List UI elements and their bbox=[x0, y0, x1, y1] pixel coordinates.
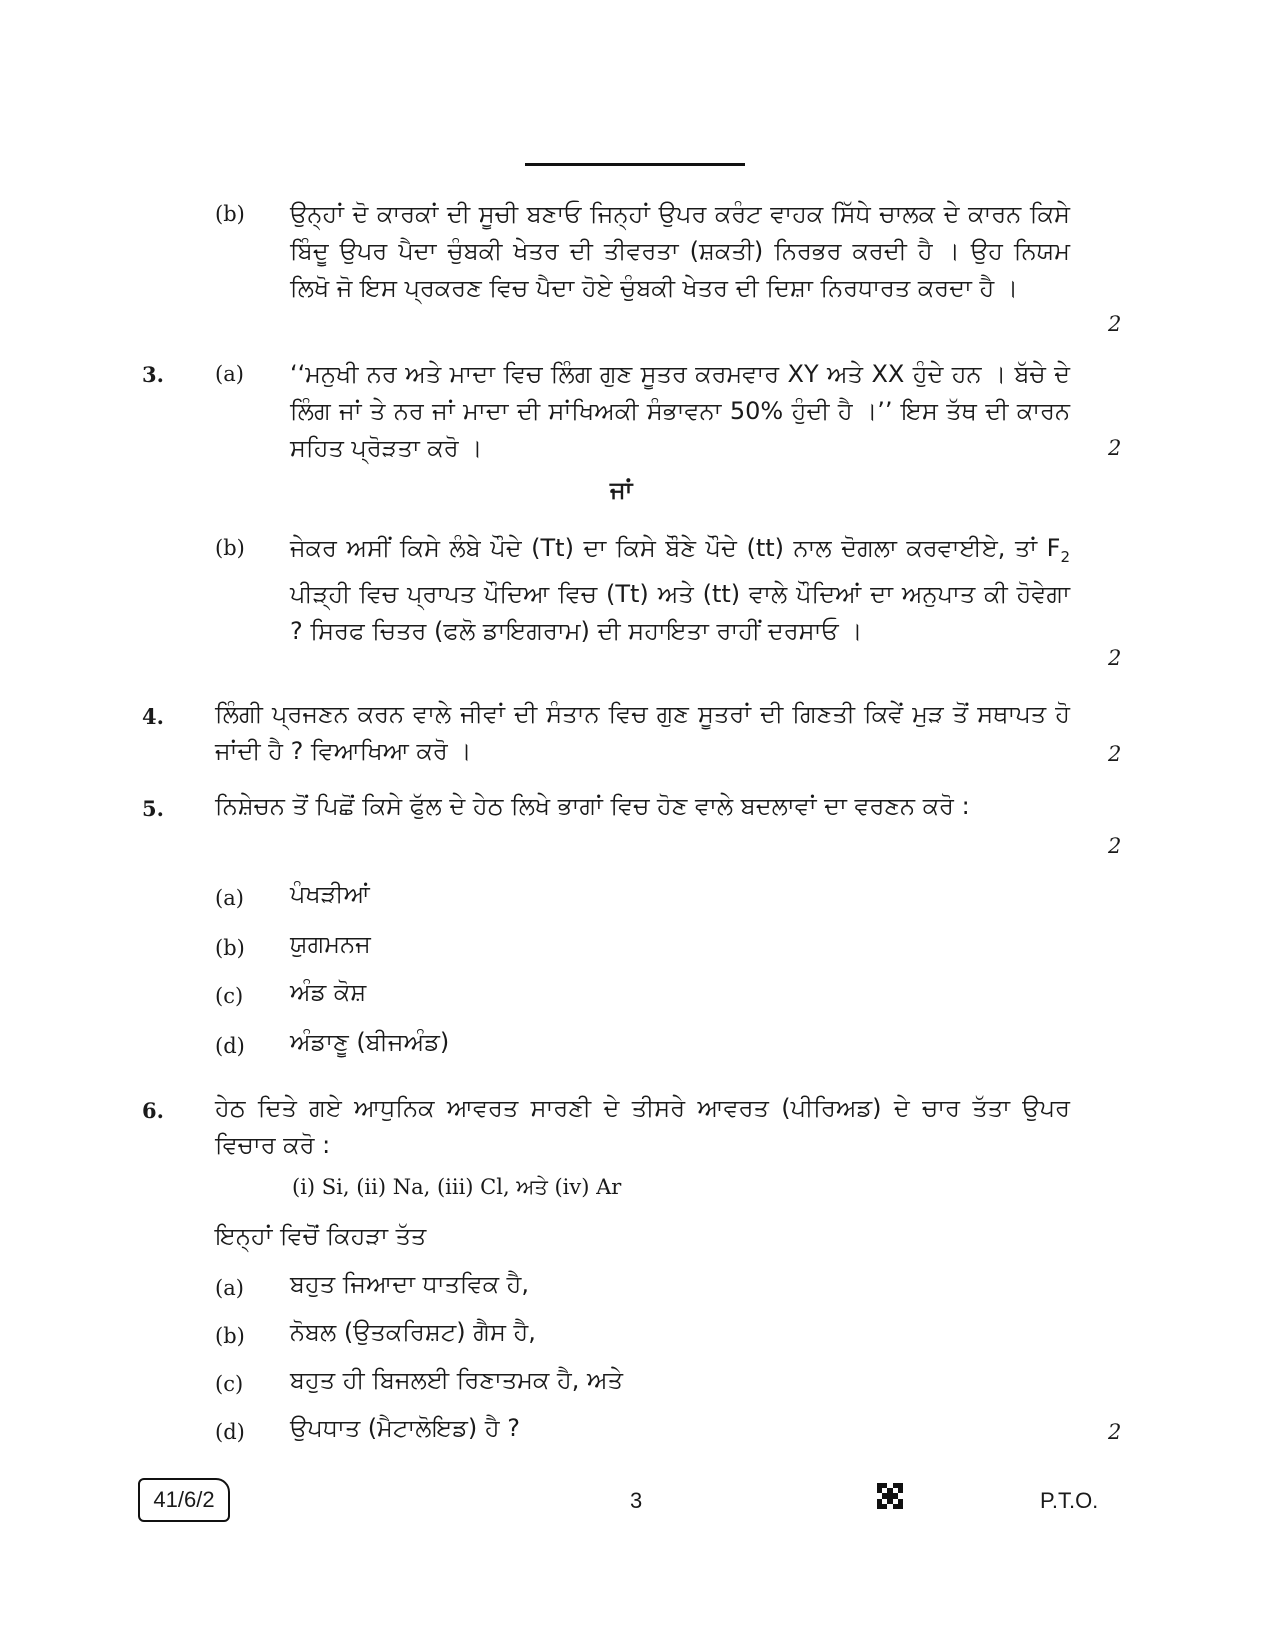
q3b-text-before: ਜੇਕਰ ਅਸੀਂ ਕਿਸੇ ਲੰਬੇ ਪੌਦੇ (Tt) ਦਾ ਕਿਸੇ ਬੌਣੇ ਪੌਦੇ (tt) ਨਾਲ ਦੋਗਲਾ ਕਰਵਾਈਏ, ਤਾਂ F bbox=[290, 534, 1061, 562]
or-label: ਜਾਂ bbox=[610, 476, 633, 504]
q6-item-d-label: (d) bbox=[215, 1420, 245, 1444]
q6-lead: ਇਨ੍ਹਾਂ ਵਿਚੋਂ ਕਿਹੜਾ ਤੱਤ bbox=[215, 1222, 427, 1250]
q3-number: 3. bbox=[142, 362, 164, 387]
q5-item-c-text: ਅੰਡ ਕੋਸ਼ bbox=[290, 978, 367, 1006]
q4-marks: 2 bbox=[1108, 742, 1122, 766]
q3b-text-after: ਪੀੜ੍ਹੀ ਵਿਚ ਪ੍ਰਾਪਤ ਪੌਦਿਆ ਵਿਚ (Tt) ਅਤੇ (tt) ਵਾਲੇ ਪੌਦਿਆਂ ਦਾ ਅਨੁਪਾਤ ਕੀ ਹੋਵੇਗਾ ? ਸਿਰਫ ਚਿਤਰ (ਫਲੋ ਡਾਇਗਰਾਮ) ਦੀ ਸਹਾਇਤਾ ਰਾਹੀਂ ਦਰਸਾਓ । bbox=[290, 579, 1070, 645]
q5-item-d-label: (d) bbox=[215, 1034, 245, 1058]
q5-item-a-label: (a) bbox=[215, 886, 244, 910]
q3b-subscript: 2 bbox=[1060, 547, 1070, 566]
q6-marks: 2 bbox=[1108, 1420, 1122, 1444]
qr-code-icon bbox=[877, 1483, 903, 1509]
paper-code: 41/6/2 bbox=[138, 1478, 230, 1522]
top-rule bbox=[525, 163, 745, 166]
q2b-text: ਉਨ੍ਹਾਂ ਦੋ ਕਾਰਕਾਂ ਦੀ ਸੂਚੀ ਬਣਾਓ ਜਿਨ੍ਹਾਂ ਉਪਰ ਕਰੰਟ ਵਾਹਕ ਸਿੱਧੇ ਚਾਲਕ ਦੇ ਕਾਰਨ ਕਿਸੇ ਬਿੰਦੂ ਉਪਰ ਪੈਦਾ ਚੁੰਬਕੀ ਖੇਤਰ ਦੀ ਤੀਵਰਤਾ (ਸ਼ਕਤੀ) ਨਿਰਭਰ ਕਰਦੀ ਹੈ । ਉਹ ਨਿਯਮ ਲਿਖੋ ਜੋ ਇਸ ਪ੍ਰਕਰਣ ਵਿਚ ਪੈਦਾ ਹੋਏ ਚੁੰਬਕੀ ਖੇਤਰ ਦੀ ਦਿਸ਼ਾ ਨਿਰਧਾਰਤ ਕਰਦਾ ਹੈ । bbox=[290, 200, 1070, 302]
q3b-label: (b) bbox=[215, 536, 245, 560]
q3a-text: ‘‘ਮਨੁਖੀ ਨਰ ਅਤੇ ਮਾਦਾ ਵਿਚ ਲਿੰਗ ਗੁਣ ਸੂਤਰ ਕਰਮਵਾਰ XY ਅਤੇ XX ਹੁੰਦੇ ਹਨ । ਬੱਚੇ ਦੇ ਲਿੰਗ ਜਾਂ ਤੇ ਨਰ ਜਾਂ ਮਾਦਾ ਦੀ ਸਾਂਖਿਅਕੀ ਸੰਭਾਵਨਾ 50% ਹੁੰਦੀ ਹੈ ।’’ ਇਸ ਤੱਥ ਦੀ ਕਾਰਨ ਸਹਿਤ ਪ੍ਰੋੜਤਾ ਕਰੋ । bbox=[290, 360, 1070, 462]
pto-label: P.T.O. bbox=[1040, 1488, 1099, 1513]
page-number: 3 bbox=[630, 1488, 643, 1513]
q5-number: 5. bbox=[142, 796, 164, 821]
q3a-label: (a) bbox=[215, 362, 244, 386]
q4-text: ਲਿੰਗੀ ਪ੍ਰਜਣਨ ਕਰਨ ਵਾਲੇ ਜੀਵਾਂ ਦੀ ਸੰਤਾਨ ਵਿਚ ਗੁਣ ਸੂਤਰਾਂ ਦੀ ਗਿਣਤੀ ਕਿਵੇਂ ਮੁੜ ਤੋਂ ਸਥਾਪਤ ਹੋ ਜਾਂਦੀ ਹੈ ? ਵਿਆਖਿਆ ਕਰੋ । bbox=[215, 700, 1070, 765]
q6-item-b-text: ਨੋਬਲ (ਉਤਕਰਿਸ਼ਟ) ਗੈਸ ਹੈ, bbox=[290, 1318, 536, 1346]
q6-item-a-label: (a) bbox=[215, 1276, 244, 1300]
q2b-marks: 2 bbox=[1108, 312, 1122, 336]
q6-elements: (i) Si, (ii) Na, (iii) Cl, ਅਤੇ (iv) Ar bbox=[292, 1175, 622, 1199]
q3b-text bbox=[290, 530, 1070, 650]
q5-item-c-label: (c) bbox=[215, 984, 244, 1008]
q6-item-c-label: (c) bbox=[215, 1372, 244, 1396]
q6-item-c-text: ਬਹੁਤ ਹੀ ਬਿਜਲਈ ਰਿਣਾਤਮਕ ਹੈ, ਅਤੇ bbox=[290, 1366, 624, 1394]
q3a-marks: 2 bbox=[1108, 436, 1122, 460]
q5-marks: 2 bbox=[1108, 834, 1122, 858]
q5-item-b-label: (b) bbox=[215, 936, 245, 960]
q6-item-b-label: (b) bbox=[215, 1324, 245, 1348]
q6-text: ਹੇਠ ਦਿਤੇ ਗਏ ਆਧੁਨਿਕ ਆਵਰਤ ਸਾਰਣੀ ਦੇ ਤੀਸਰੇ ਆਵਰਤ (ਪੀਰਿਅਡ) ਦੇ ਚਾਰ ਤੱਤਾ ਉਪਰ ਵਿਚਾਰ ਕਰੋ : bbox=[215, 1094, 1070, 1159]
q3b-marks: 2 bbox=[1108, 646, 1122, 670]
q6-item-a-text: ਬਹੁਤ ਜਿਆਦਾ ਧਾਤਵਿਕ ਹੈ, bbox=[290, 1270, 530, 1298]
q5-text: ਨਿਸ਼ੇਚਨ ਤੋਂ ਪਿਛੋਂ ਕਿਸੇ ਫੁੱਲ ਦੇ ਹੇਠ ਲਿਖੇ ਭਾਗਾਂ ਵਿਚ ਹੋਣ ਵਾਲੇ ਬਦਲਾਵਾਂ ਦਾ ਵਰਣਨ ਕਰੋ : bbox=[215, 792, 970, 820]
q5-item-a-text: ਪੰਖੜੀਆਂ bbox=[290, 880, 370, 908]
q5-item-b-text: ਯੁਗਮਨਜ bbox=[290, 930, 371, 958]
q6-item-d-text: ਉਪਧਾਤ (ਮੈਟਾਲੋਇਡ) ਹੈ ? bbox=[290, 1414, 520, 1442]
q6-number: 6. bbox=[142, 1098, 164, 1123]
q4-number: 4. bbox=[142, 704, 164, 729]
q5-item-d-text: ਅੰਡਾਣੂ (ਬੀਜਅੰਡ) bbox=[290, 1028, 450, 1056]
q2b-label: (b) bbox=[215, 202, 245, 226]
